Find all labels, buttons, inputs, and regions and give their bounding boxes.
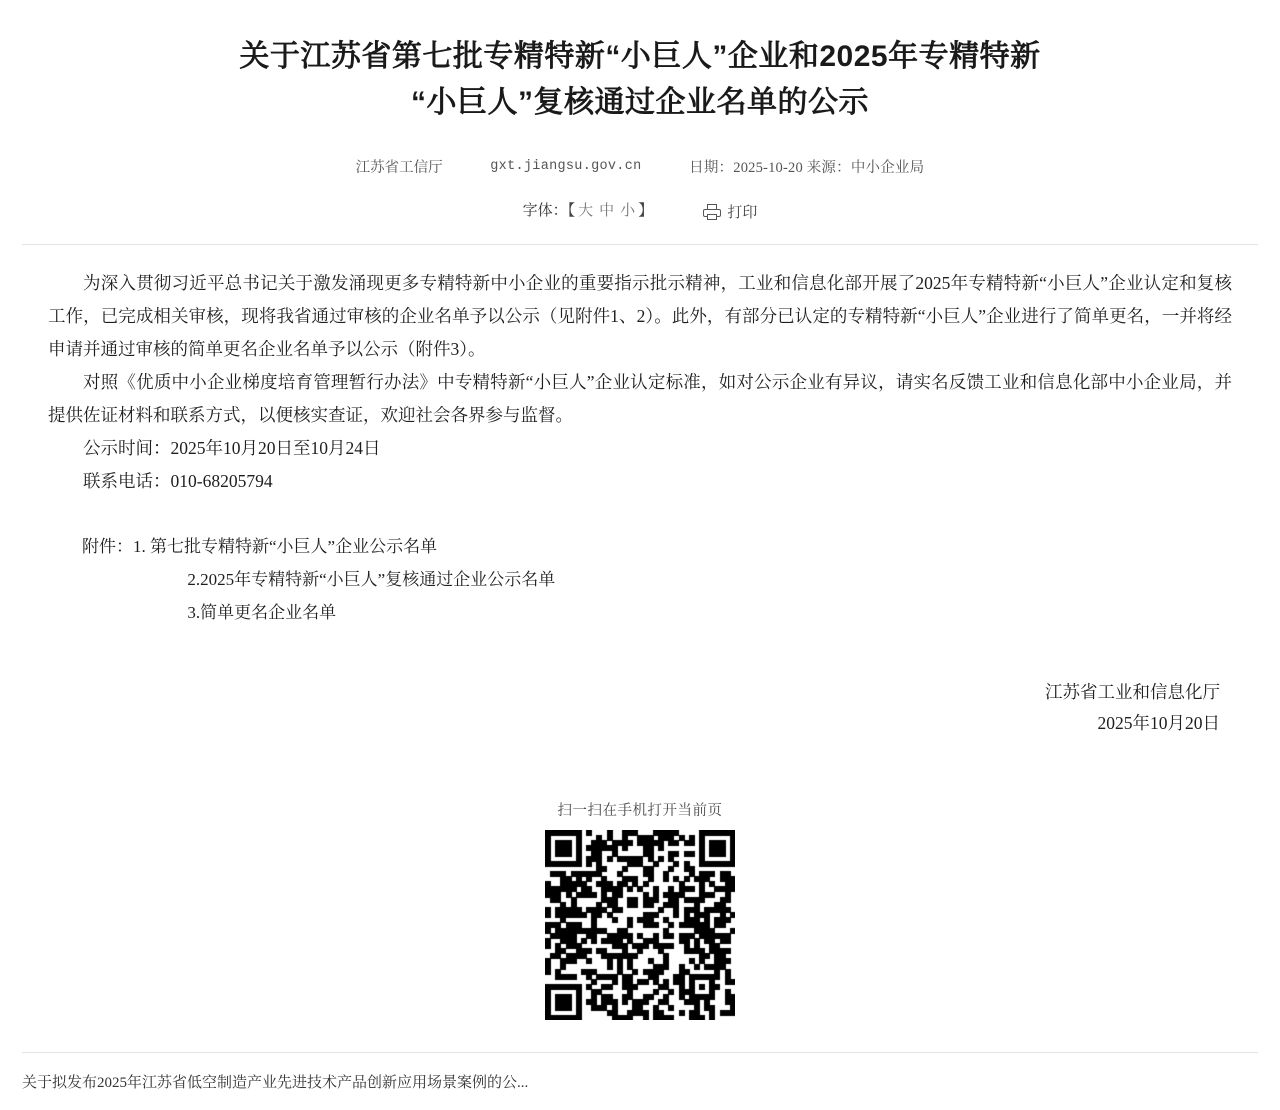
contact-phone: 联系电话：010-68205794: [83, 470, 273, 491]
print-button[interactable]: [703, 201, 757, 222]
print-button-label: 打印: [727, 203, 758, 221]
font-size-label: 字体：: [522, 202, 568, 219]
page-title-line-2: “小巨人”复核通过企业名单的公示: [411, 86, 869, 119]
meta-site-url[interactable]: gxt.jiangsu.gov.cn: [490, 159, 642, 174]
article-body: [22, 267, 1258, 739]
signature-organization: 江苏省工业和信息化厅: [1045, 681, 1220, 702]
attachment-item-3[interactable]: 3.简单更名企业名单: [187, 602, 337, 622]
bracket-left: 【: [567, 202, 576, 219]
article-paragraph-2: 对照《优质中小企业梯度培育管理暂行办法》中专精特新“小巨人”企业认定标准，如对公示企业有异议，请实名反馈工业和信息化部中小企业局，并提供佐证材料和联系方式，以便核实查证，欢迎社会各界参与监督。: [48, 371, 1232, 425]
printer-icon: [703, 204, 721, 220]
signature-date: 2025年10月20日: [1097, 712, 1220, 733]
article-meta: [22, 156, 1258, 177]
font-size-large-button[interactable]: 大: [578, 202, 594, 219]
publicity-period: 公示时间：2025年10月20日至10月24日: [83, 437, 381, 458]
related-article-link[interactable]: 关于拟发布2025年江苏省低空制造产业先进技术产品创新应用场景案例的公...: [22, 1075, 529, 1091]
qr-code-image: [545, 830, 735, 1020]
qr-code-caption: 扫一扫在手机打开当前页: [557, 802, 723, 819]
signature-block: [48, 677, 1232, 739]
footer-divider: [22, 1052, 1258, 1053]
attachment-list: [48, 530, 1232, 629]
attachment-item-1[interactable]: 附件：1. 第七批专精特新“小巨人”企业公示名单: [82, 536, 438, 556]
article-paragraph-1: 为深入贯彻习近平总书记关于激发涌现更多专精特新中小企业的重要指示批示精神，工业和信息化部开展了2025年专精特新“小巨人”企业认定和复核工作，已完成相关审核，现将我省通过审核的企业名单予以公示（见附件1、2）。此外，有部分已认定的专精特新“小巨人”企业进行了简单更名，一并将经申请并通过审核的简单更名企业名单予以公示（附件3）。: [48, 272, 1232, 359]
qr-code-block: [22, 799, 1258, 1025]
meta-source-name: 江苏省工信厅: [355, 160, 443, 176]
page-title-line-1: 关于江苏省第七批专精特新“小巨人”企业和2025年专精特新: [239, 40, 1041, 73]
font-size-small-button[interactable]: 小: [620, 202, 636, 219]
attachment-item-2[interactable]: 2.2025年专精特新“小巨人”复核通过企业公示名单: [187, 569, 556, 589]
font-size-and-print-toolbar: [22, 199, 1258, 222]
page-title: [22, 0, 1258, 126]
header-divider: [22, 244, 1258, 245]
font-size-medium-button[interactable]: 中: [599, 202, 615, 219]
bracket-right: 】: [638, 202, 654, 219]
meta-date-source: 日期：2025-10-20 来源：中小企业局: [689, 160, 925, 176]
